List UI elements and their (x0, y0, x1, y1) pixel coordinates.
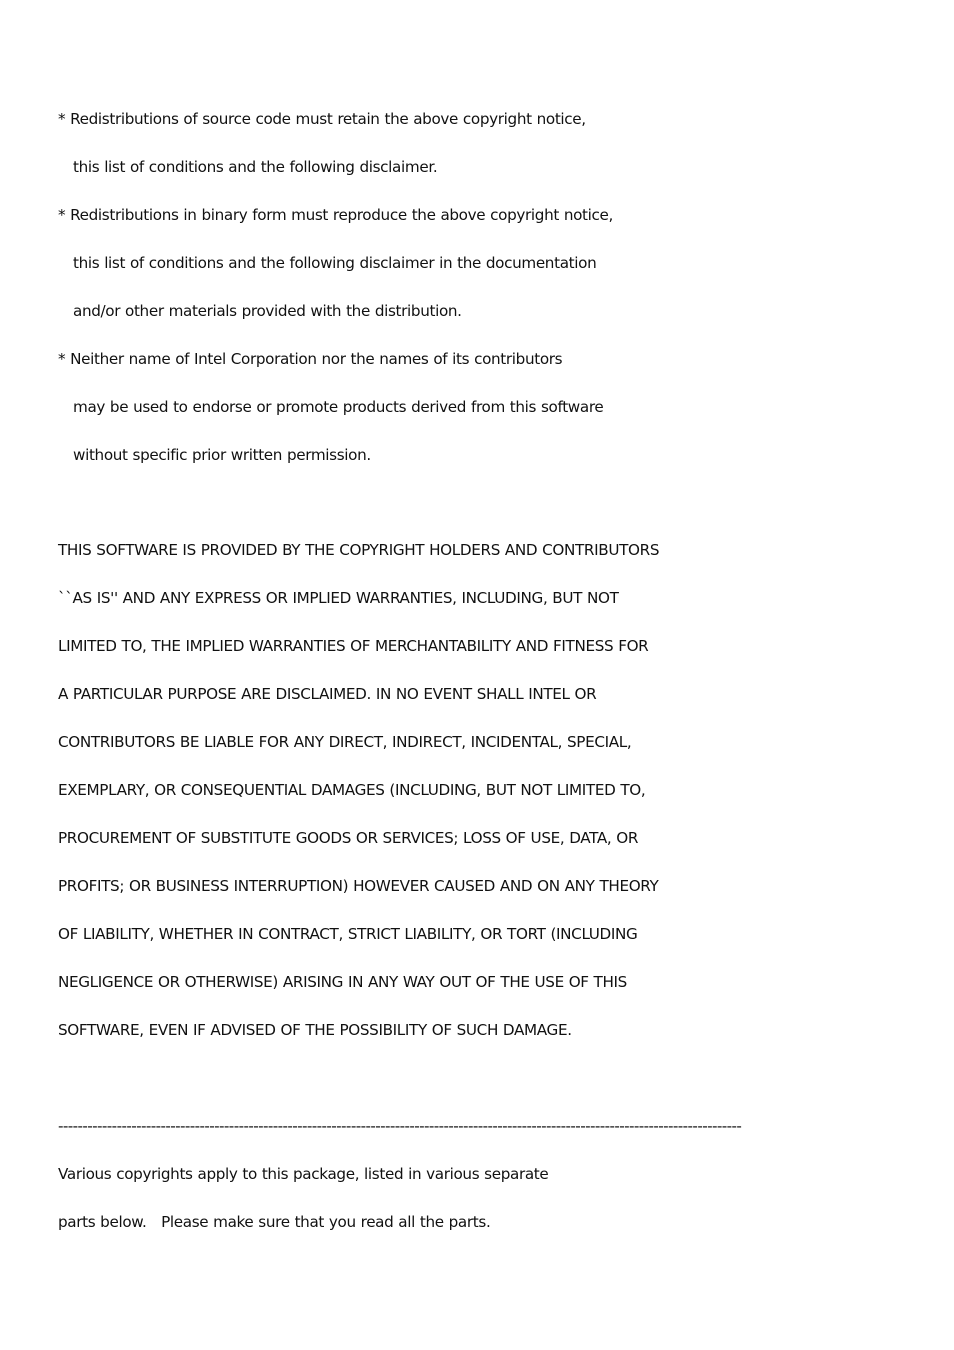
condition-line: without specific prior written permission. (73, 445, 371, 464)
condition-line: * Redistributions of source code must retain the above copyright notice, (58, 110, 586, 128)
disclaimer-line: LIMITED TO, THE IMPLIED WARRANTIES OF MERCHANTABILITY AND FITNESS FOR (58, 637, 649, 656)
disclaimer-line: NEGLIGENCE OR OTHERWISE) ARISING IN ANY WAY OUT OF THE USE OF THIS (58, 972, 627, 991)
dashed-separator: -------------------------------------------------------------------------------------------------------------------------------------------- (58, 1116, 742, 1135)
disclaimer-line: A PARTICULAR PURPOSE ARE DISCLAIMED. IN NO EVENT SHALL INTEL OR (58, 685, 597, 704)
disclaimer-line: EXEMPLARY, OR CONSEQUENTIAL DAMAGES (INCLUDING, BUT NOT LIMITED TO, (58, 781, 646, 800)
notice-line: Various copyrights apply to this package, listed in various separate (58, 1164, 549, 1183)
license-document (58, 107, 918, 1258)
condition-line: this list of conditions and the following disclaimer in the documentation (73, 253, 597, 272)
disclaimer-line: PROCUREMENT OF SUBSTITUTE GOODS OR SERVICES; LOSS OF USE, DATA, OR (58, 829, 639, 848)
disclaimer-line: THIS SOFTWARE IS PROVIDED BY THE COPYRIGHT HOLDERS AND CONTRIBUTORS (58, 541, 660, 560)
notice-line: parts below. Please make sure that you read all the parts. (58, 1212, 491, 1231)
condition-line: * Redistributions in binary form must reproduce the above copyright notice, (58, 205, 613, 224)
disclaimer-line: PROFITS; OR BUSINESS INTERRUPTION) HOWEVER CAUSED AND ON ANY THEORY (58, 877, 659, 895)
condition-line: may be used to endorse or promote products derived from this software (73, 397, 604, 416)
blank-line (58, 491, 918, 539)
condition-line: and/or other materials provided with the distribution. (73, 301, 462, 320)
disclaimer-line: ``AS IS'' AND ANY EXPRESS OR IMPLIED WARRANTIES, INCLUDING, BUT NOT (58, 589, 619, 608)
condition-line: * Neither name of Intel Corporation nor the names of its contributors (58, 349, 563, 368)
disclaimer-line: CONTRIBUTORS BE LIABLE FOR ANY DIRECT, INDIRECT, INCIDENTAL, SPECIAL, (58, 733, 632, 752)
disclaimer-line: OF LIABILITY, WHETHER IN CONTRACT, STRICT LIABILITY, OR TORT (INCLUDING (58, 924, 638, 943)
condition-line: this list of conditions and the following disclaimer. (73, 157, 438, 176)
blank-line (58, 1066, 918, 1114)
disclaimer-line: SOFTWARE, EVEN IF ADVISED OF THE POSSIBILITY OF SUCH DAMAGE. (58, 1020, 572, 1039)
